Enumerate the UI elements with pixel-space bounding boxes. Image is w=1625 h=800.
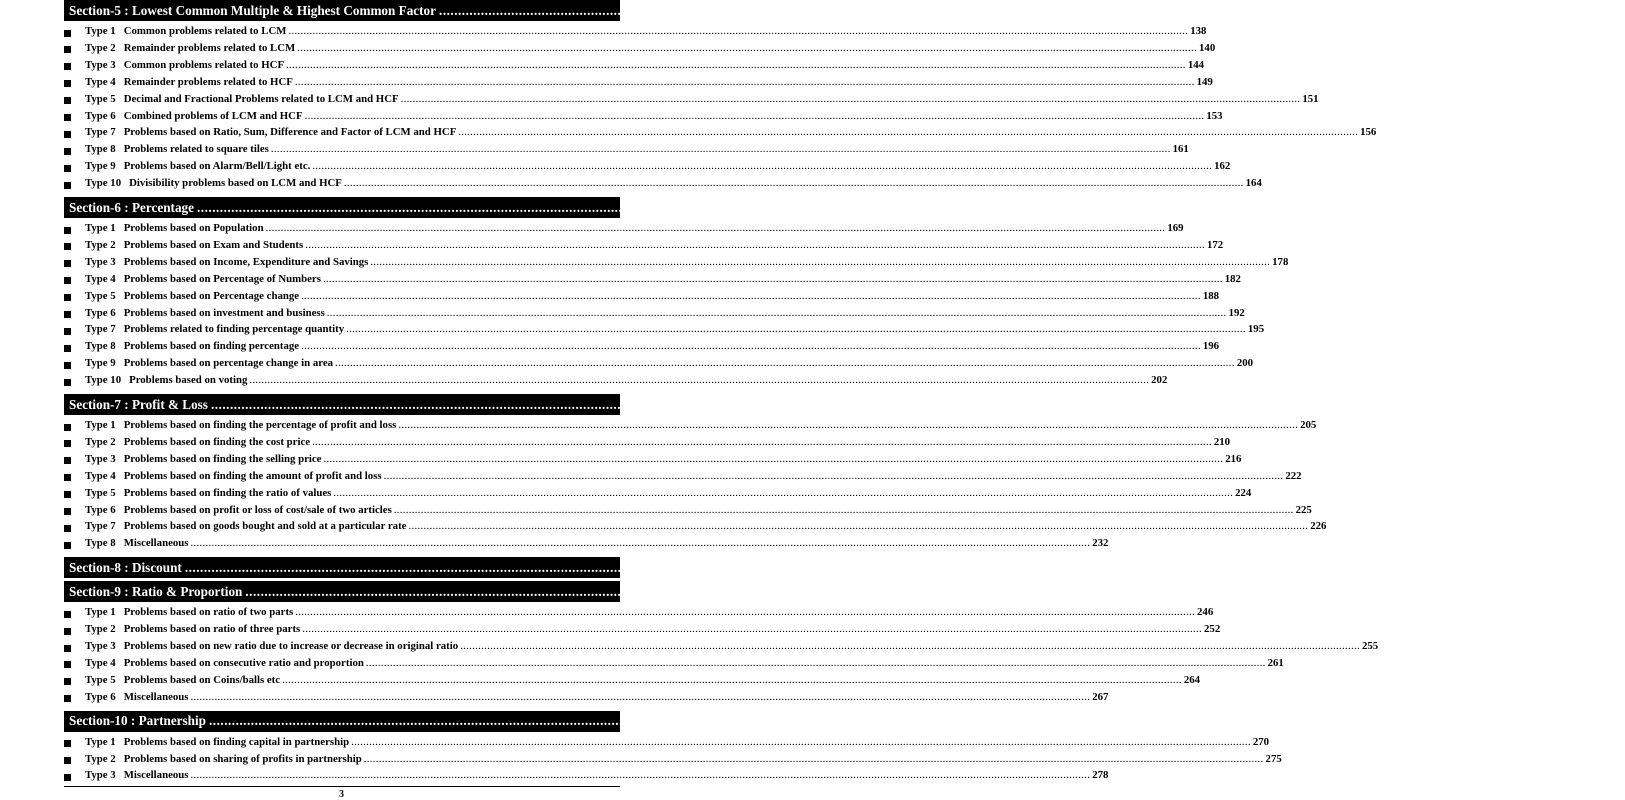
entry-type-label: Type 2 [85, 41, 116, 54]
dot-leader: ............................................................................................................................................................................................................................................................................................................ [197, 199, 1337, 215]
entry-page-number: 172 [1206, 238, 1224, 251]
square-bullet-icon [64, 757, 71, 764]
entry-title: Problems based on consecutive ratio and proportion [123, 656, 364, 669]
entry-page-number: 205 [1300, 419, 1317, 431]
square-bullet-icon [64, 491, 71, 498]
entry-title: Problems based on finding capital in partnership [123, 735, 350, 748]
entry-page-number: 192 [1228, 306, 1245, 319]
entry-page-number: 162 [1214, 160, 1231, 173]
square-bullet-icon [64, 379, 71, 386]
entry-page-number: 178 [1272, 255, 1289, 268]
entry-title: Problems based on percentage change in area [123, 357, 334, 370]
square-bullet-icon [64, 508, 71, 515]
entry-title: Combined problems of LCM and HCF [123, 109, 303, 122]
entry-page-number: 164 [1245, 177, 1262, 190]
square-bullet-icon [64, 63, 71, 70]
toc-entry[interactable] [64, 357, 1254, 373]
dot-leader: ............................................................................................................................................................................................................................................................................................................ [363, 752, 1264, 765]
entry-type-label: Type 5 [85, 486, 116, 499]
dot-leader: ............................................................................................................................................................................................................................................................................................................ [302, 623, 1203, 636]
section-header [64, 711, 1396, 732]
entry-title: Decimal and Fractional Problems related to LCM and HCF [123, 92, 399, 105]
entry-type-label: Type 1 [85, 606, 116, 619]
toc-entry[interactable] [64, 58, 1205, 75]
toc-entry[interactable] [64, 126, 1377, 142]
square-bullet-icon [64, 424, 71, 431]
entry-type-label: Type 1 [85, 222, 116, 234]
entry-type-label: Type 5 [85, 92, 116, 105]
entry-page-number: 224 [1235, 486, 1252, 499]
entry-page-number: 222 [1285, 469, 1302, 482]
toc-entry[interactable] [64, 323, 1265, 339]
section-title: Section-8 : Discount [69, 559, 182, 575]
toc-entry[interactable] [64, 640, 1379, 656]
square-bullet-icon [64, 695, 71, 702]
entry-page-number: 232 [1092, 537, 1109, 550]
entry-page-number: 267 [1092, 690, 1109, 703]
toc-entry[interactable] [64, 177, 1262, 193]
dot-leader: ............................................................................................................................................................................................................................................................................................................ [351, 735, 1251, 748]
entry-type-label: Type 5 [85, 673, 116, 686]
section-header [64, 394, 1397, 415]
toc-entry[interactable] [64, 272, 1241, 289]
toc-entry[interactable] [64, 340, 1220, 356]
section-page-range: 270-279 [1351, 713, 1396, 729]
entry-title: Problems based on profit or loss of cost/sale of two articles [123, 503, 392, 516]
dot-leader: ............................................................................................................................................................................................................................................................................................................ [294, 75, 1195, 88]
section-title: Section-6 : Percentage [69, 199, 194, 215]
toc-entry[interactable] [64, 690, 1109, 707]
toc-entry[interactable] [64, 452, 1242, 469]
entry-title: Problems based on ratio of three parts [123, 623, 301, 636]
entry-title: Problems based on Alarm/Bell/Light etc. [123, 160, 311, 173]
entry-title: Problems based on ratio of two parts [123, 606, 294, 619]
entry-title: Problems based on Income, Expenditure and Savings [123, 255, 369, 268]
square-bullet-icon [64, 131, 71, 138]
section-page-range: 138-168 [1581, 2, 1625, 18]
toc-entry[interactable] [64, 623, 1221, 639]
square-bullet-icon [64, 30, 71, 37]
entry-type-label: Type 7 [85, 126, 116, 139]
toc-entry[interactable] [64, 255, 1289, 272]
entry-type-label: Type 4 [85, 469, 116, 482]
entry-type-label: Type 2 [85, 238, 116, 251]
entry-page-number: 270 [1252, 735, 1270, 748]
dot-leader: ............................................................................................................................................................................................................................................................................................................ [335, 357, 1235, 370]
entry-title: Remainder problems related to LCM [123, 41, 296, 54]
entry-title: Common problems related to HCF [123, 58, 285, 71]
square-bullet-icon [64, 474, 71, 481]
entry-page-number: 216 [1225, 452, 1242, 465]
dot-leader: ............................................................................................................................................................................................................................................................................................................ [304, 109, 1205, 122]
square-bullet-icon [64, 774, 71, 781]
square-bullet-icon [64, 525, 71, 532]
section-title: Section-10 : Partnership [69, 713, 206, 729]
entry-title: Problems based on Ratio, Sum, Difference and Factor of LCM and HCF [123, 126, 457, 139]
square-bullet-icon [64, 97, 71, 104]
entry-page-number: 202 [1151, 374, 1168, 387]
section-page-range: 169-204 [1339, 199, 1384, 215]
square-bullet-icon [64, 628, 71, 635]
entry-type-label: Type 9 [85, 160, 116, 173]
toc-entry[interactable] [64, 435, 1231, 452]
square-bullet-icon [64, 362, 71, 369]
dot-leader: ............................................................................................................................................................................................................................................................................................................ [295, 606, 1196, 619]
entry-title: Problems based on Population [123, 222, 264, 234]
entry-type-label: Type 8 [85, 340, 116, 353]
square-bullet-icon [64, 542, 71, 549]
dot-leader: ............................................................................................................................................................................................................................................................................................................ [439, 2, 1579, 18]
entry-page-number: 261 [1267, 656, 1284, 669]
section-page-range: 234-245 [1326, 559, 1371, 575]
dot-leader: ............................................................................................................................................................................................................................................................................................................ [343, 177, 1244, 190]
entry-title: Remainder problems related to HCF [123, 75, 293, 88]
entry-page-number: 255 [1361, 640, 1379, 652]
entry-title: Problems based on finding the selling price [123, 452, 322, 465]
entry-page-number: 144 [1187, 58, 1205, 71]
dot-leader: ............................................................................................................................................................................................................................................................................................................ [370, 255, 1271, 268]
entry-type-label: Type 7 [85, 323, 116, 336]
toc-entry[interactable] [64, 160, 1231, 176]
dot-leader: ............................................................................................................................................................................................................................................................................................................ [398, 419, 1299, 431]
dot-leader: ............................................................................................................................................................................................................................................................................................................ [286, 58, 1186, 71]
square-bullet-icon [64, 243, 71, 250]
dot-leader: ............................................................................................................................................................................................................................................................................................................ [312, 435, 1212, 448]
dot-leader: ............................................................................................................................................................................................................................................................................................................ [305, 238, 1205, 251]
dot-leader: ............................................................................................................................................................................................................................................................................................................ [312, 160, 1213, 173]
entry-page-number: 226 [1310, 520, 1327, 533]
entry-title: Miscellaneous [123, 537, 189, 550]
entry-page-number: 182 [1224, 272, 1241, 285]
section-title: Section-7 : Profit & Loss [69, 396, 208, 412]
square-bullet-icon [64, 260, 71, 267]
toc-entry[interactable] [64, 109, 1223, 126]
entry-type-label: Type 3 [85, 769, 116, 782]
dot-leader: ............................................................................................................................................................................................................................................................................................................ [323, 452, 1224, 465]
dot-leader: ............................................................................................................................................................................................................................................................................................................ [265, 222, 1166, 234]
square-bullet-icon [64, 661, 71, 668]
entry-title: Common problems related to LCM [123, 25, 287, 37]
toc-entry[interactable] [64, 289, 1220, 306]
dot-leader: ............................................................................................................................................................................................................................................................................................................ [383, 469, 1284, 482]
entry-title: Problems based on Percentage of Numbers [123, 272, 321, 285]
entry-title: Problems related to finding percentage quantity [123, 323, 345, 336]
dot-leader: ............................................................................................................................................................................................................................................................................................................ [282, 673, 1182, 686]
section-header [64, 0, 1625, 21]
entry-type-label: Type 6 [85, 503, 116, 516]
section-title: Section-9 : Ratio & Proportion [69, 583, 243, 599]
entry-title: Divisibility problems based on LCM and HCF [129, 177, 342, 190]
square-bullet-icon [64, 457, 71, 464]
square-bullet-icon [64, 114, 71, 121]
toc-entry[interactable] [64, 92, 1319, 109]
entry-page-number: 151 [1302, 92, 1319, 105]
section-header [64, 581, 1432, 602]
toc-entry[interactable] [64, 656, 1284, 673]
square-bullet-icon [64, 46, 71, 53]
entry-type-label: Type 8 [85, 143, 116, 156]
toc-entry[interactable] [64, 143, 1189, 159]
toc-entry[interactable] [64, 469, 1302, 486]
toc-entry[interactable] [64, 306, 1245, 323]
square-bullet-icon [64, 311, 71, 318]
entry-title: Problems based on finding the amount of profit and loss [123, 469, 382, 482]
dot-leader: ............................................................................................................................................................................................................................................................................................................ [301, 289, 1201, 302]
entry-type-label: Type 10 [85, 374, 122, 387]
entry-type-label: Type 6 [85, 690, 116, 703]
entry-type-label: Type 4 [85, 75, 116, 88]
toc-entry[interactable] [64, 520, 1327, 536]
page-number: 3 [339, 789, 344, 800]
dot-leader: ............................................................................................................................................................................................................................................................................................................ [301, 340, 1201, 353]
entry-title: Problems based on Coins/balls etc [123, 673, 281, 686]
toc-entry[interactable] [64, 222, 1184, 238]
entry-title: Problems based on investment and business [123, 306, 325, 319]
dot-leader: ............................................................................................................................................................................................................................................................................................................ [288, 25, 1189, 37]
entry-page-number: 169 [1167, 222, 1184, 234]
entry-title: Problems based on finding percentage [123, 340, 300, 353]
square-bullet-icon [64, 294, 71, 301]
entry-page-number: 278 [1092, 769, 1109, 782]
toc-entry[interactable] [64, 374, 1168, 390]
entry-page-number: 138 [1190, 25, 1207, 37]
dot-leader: ............................................................................................................................................................................................................................................................................................................ [209, 713, 1349, 729]
entry-page-number: 275 [1265, 752, 1282, 765]
dot-leader: ............................................................................................................................................................................................................................................................................................................ [297, 41, 1198, 54]
entry-page-number: 252 [1204, 623, 1221, 636]
toc-entry[interactable] [64, 419, 1317, 435]
entry-type-label: Type 4 [85, 656, 116, 669]
toc-entry[interactable] [64, 769, 1109, 785]
entry-page-number: 200 [1236, 357, 1254, 370]
square-bullet-icon [64, 80, 71, 87]
entry-page-number: 196 [1202, 340, 1220, 353]
square-bullet-icon [64, 277, 71, 284]
toc-entry[interactable] [64, 752, 1282, 769]
entry-type-label: Type 1 [85, 735, 116, 748]
entry-type-label: Type 7 [85, 520, 116, 533]
dot-leader: ............................................................................................................................................................................................................................................................................................................ [326, 306, 1227, 319]
toc-entry[interactable] [64, 673, 1201, 690]
entry-type-label: Type 10 [85, 177, 122, 190]
entry-page-number: 188 [1202, 289, 1220, 302]
dot-leader: ............................................................................................................................................................................................................................................................................................................ [458, 126, 1359, 139]
entry-type-label: Type 2 [85, 435, 116, 448]
entry-title: Problems based on finding the ratio of values [123, 486, 332, 499]
entry-title: Problems based on Percentage change [123, 289, 300, 302]
section-header [64, 557, 1371, 578]
entry-type-label: Type 1 [85, 419, 116, 431]
dot-leader: ............................................................................................................................................................................................................................................................................................................ [393, 503, 1294, 516]
entry-title: Problems based on voting [129, 374, 248, 387]
entry-page-number: 161 [1172, 143, 1189, 156]
square-bullet-icon [64, 328, 71, 335]
toc-entry[interactable] [64, 486, 1252, 503]
square-bullet-icon [64, 611, 71, 618]
entry-title: Problems related to square tiles [123, 143, 269, 156]
entry-type-label: Type 2 [85, 752, 116, 765]
toc-entry[interactable] [64, 606, 1214, 622]
entry-type-label: Type 1 [85, 25, 116, 37]
dot-leader: ............................................................................................................................................................................................................................................................................................................ [322, 272, 1223, 285]
footer-rule [64, 786, 620, 787]
dot-leader: ............................................................................................................................................................................................................................................................................................................ [346, 323, 1246, 336]
dot-leader: ............................................................................................................................................................................................................................................................................................................ [408, 520, 1309, 533]
entry-title: Problems based on sharing of profits in partnership [123, 752, 362, 765]
square-bullet-icon [64, 678, 71, 685]
entry-page-number: 156 [1360, 126, 1377, 139]
square-bullet-icon [64, 740, 71, 747]
entry-title: Problems based on new ratio due to increase or decrease in original ratio [123, 640, 459, 652]
entry-type-label: Type 3 [85, 452, 116, 465]
toc-entry[interactable] [64, 41, 1216, 58]
toc-entry[interactable] [64, 503, 1312, 520]
dot-leader: ............................................................................................................................................................................................................................................................................................................ [190, 690, 1091, 703]
entry-title: Problems based on Exam and Students [123, 238, 304, 251]
dot-leader: ............................................................................................................................................................................................................................................................................................................ [210, 396, 1351, 412]
entry-type-label: Type 6 [85, 109, 116, 122]
section-page-range: 246-269 [1387, 583, 1432, 599]
entry-type-label: Type 6 [85, 306, 116, 319]
entry-type-label: Type 3 [85, 255, 116, 268]
entry-type-label: Type 8 [85, 537, 116, 550]
entry-title: Miscellaneous [123, 769, 189, 782]
entry-page-number: 225 [1295, 503, 1312, 516]
square-bullet-icon [64, 182, 71, 189]
toc-entry[interactable] [64, 735, 1270, 752]
toc-entry[interactable] [64, 25, 1207, 41]
square-bullet-icon [64, 440, 71, 447]
entry-title: Problems based on finding the cost price [123, 435, 311, 448]
dot-leader: ............................................................................................................................................................................................................................................................................................................ [184, 560, 1324, 576]
toc-entry[interactable] [64, 75, 1213, 92]
section-header [64, 197, 1384, 218]
entry-type-label: Type 4 [85, 272, 116, 285]
toc-entry[interactable] [64, 537, 1109, 553]
entry-page-number: 153 [1206, 109, 1223, 122]
dot-leader: ............................................................................................................................................................................................................................................................................................................ [365, 656, 1266, 669]
entry-title: Problems based on goods bought and sold at a particular rate [123, 520, 407, 533]
entry-page-number: 195 [1247, 323, 1265, 336]
square-bullet-icon [64, 645, 71, 652]
entry-title: Problems based on finding the percentage of profit and loss [123, 419, 397, 431]
square-bullet-icon [64, 148, 71, 155]
entry-type-label: Type 3 [85, 58, 116, 71]
dot-leader: ............................................................................................................................................................................................................................................................................................................ [460, 640, 1360, 652]
entry-page-number: 149 [1196, 75, 1213, 88]
dot-leader: ............................................................................................................................................................................................................................................................................................................ [245, 584, 1385, 600]
entry-type-label: Type 3 [85, 640, 116, 652]
entry-page-number: 246 [1197, 606, 1214, 619]
entry-type-label: Type 9 [85, 357, 116, 370]
dot-leader: ............................................................................................................................................................................................................................................................................................................ [400, 92, 1301, 105]
dot-leader: ............................................................................................................................................................................................................................................................................................................ [249, 374, 1150, 387]
entry-type-label: Type 2 [85, 623, 116, 636]
dot-leader: ............................................................................................................................................................................................................................................................................................................ [190, 769, 1091, 782]
entry-title: Miscellaneous [123, 690, 189, 703]
square-bullet-icon [64, 345, 71, 352]
dot-leader: ............................................................................................................................................................................................................................................................................................................ [333, 486, 1234, 499]
dot-leader: ............................................................................................................................................................................................................................................................................................................ [270, 143, 1171, 156]
section-title: Section-5 : Lowest Common Multiple & Highest Common Factor [69, 2, 437, 18]
entry-page-number: 264 [1183, 673, 1201, 686]
square-bullet-icon [64, 165, 71, 172]
square-bullet-icon [64, 227, 71, 234]
section-page-range: 205-233 [1353, 396, 1397, 412]
toc-entry[interactable] [64, 238, 1224, 255]
entry-page-number: 140 [1199, 41, 1216, 54]
entry-page-number: 210 [1213, 435, 1231, 448]
dot-leader: ............................................................................................................................................................................................................................................................................................................ [190, 537, 1091, 550]
entry-type-label: Type 5 [85, 289, 116, 302]
